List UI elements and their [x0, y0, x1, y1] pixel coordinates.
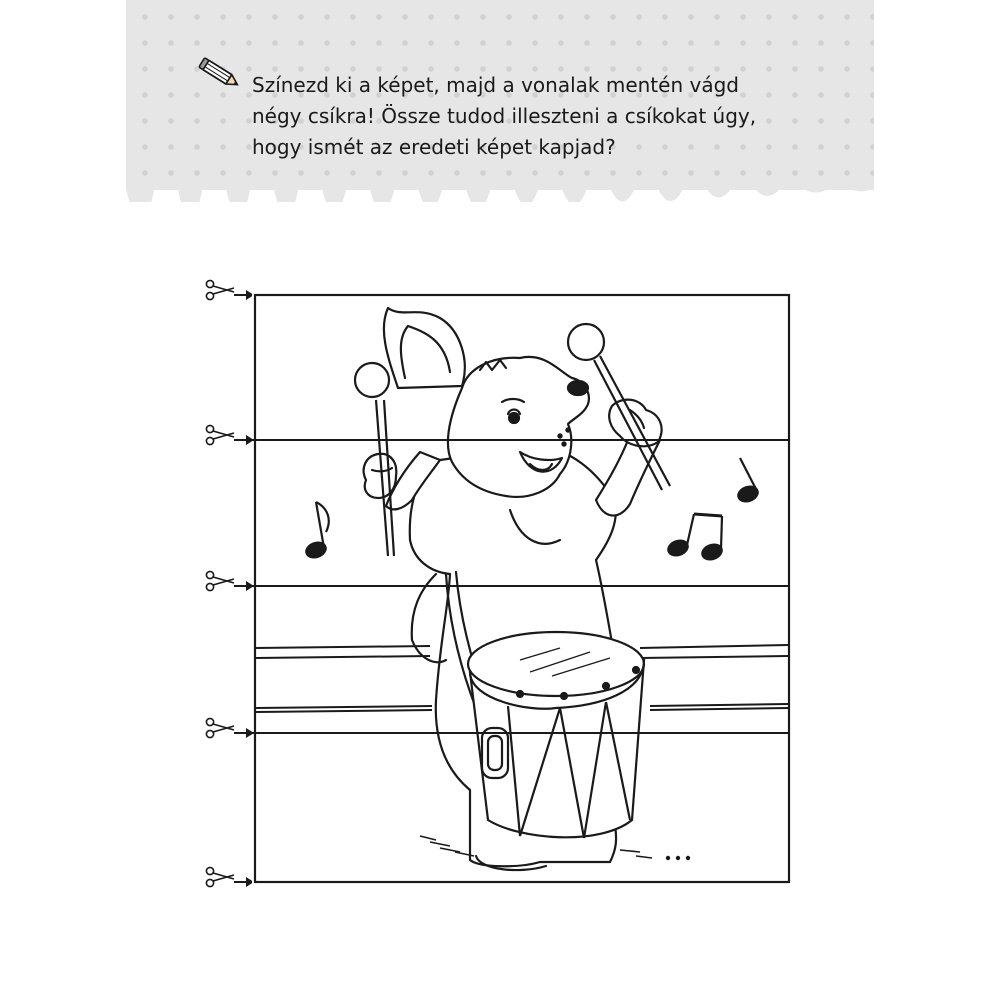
right-drumstick-head: [568, 324, 604, 360]
music-note-right: [736, 458, 760, 504]
left-drumstick-head: [355, 363, 389, 397]
scissors-icon: [204, 569, 252, 593]
drum: [468, 632, 644, 838]
music-note-left: [304, 502, 329, 560]
scissors-icon: [204, 278, 252, 302]
scissors-icon: [204, 865, 252, 889]
music-note-double: [666, 514, 724, 562]
scissors-icon: [204, 423, 252, 447]
scissors-icon: [204, 716, 252, 740]
instructions-text: Színezd ki a képet, majd a vonalak mentén vágd négy csíkra! Össze tudod illeszteni a csíkokat úgy, hogy ismét az eredeti képet kapjad?: [252, 73, 757, 159]
